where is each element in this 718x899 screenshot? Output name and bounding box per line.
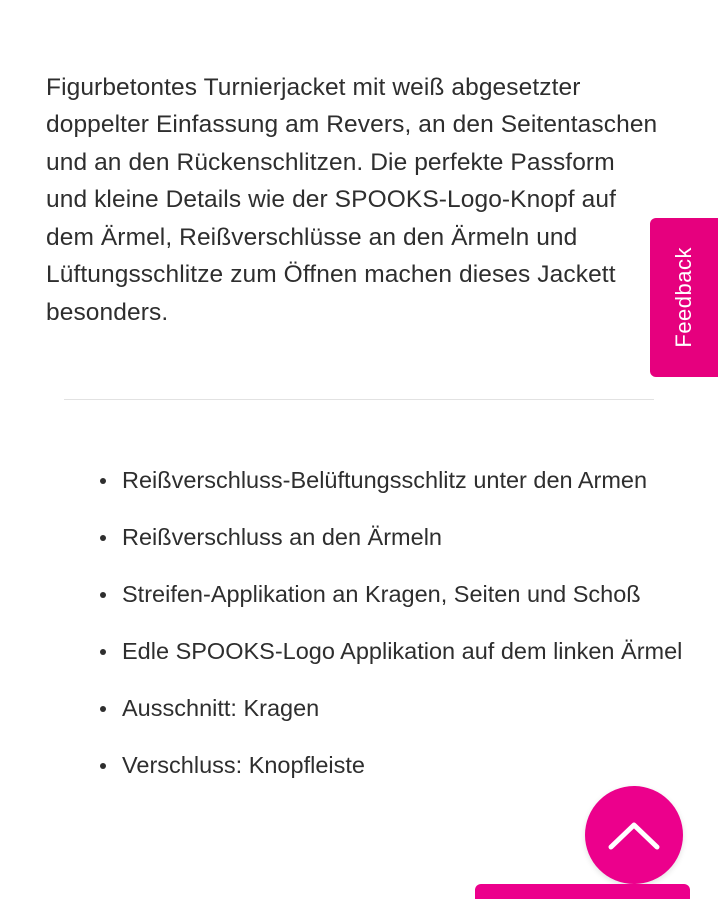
product-feature-list [66, 462, 700, 804]
scroll-to-top-button[interactable] [585, 786, 683, 884]
list-item [100, 519, 700, 556]
feature-label: Verschluss: Knopfleiste [122, 752, 365, 778]
feature-label: Ausschnitt: Kragen [122, 695, 320, 721]
list-item [100, 633, 700, 670]
feature-label: Edle SPOOKS-Logo Applikation auf dem linken Ärmel [122, 638, 683, 664]
feature-label: Streifen-Applikation an Kragen, Seiten und Schoß [122, 581, 641, 607]
section-divider [64, 399, 654, 400]
bottom-action-bar[interactable] [475, 884, 690, 899]
list-item [100, 576, 700, 613]
list-item [100, 462, 700, 499]
list-item [100, 690, 700, 727]
chevron-up-icon [608, 820, 660, 850]
product-description-text: Figurbetontes Turnierjacket mit weiß abgesetzter doppelter Einfassung am Revers, an den Seitentaschen und an den Rückenschlitzen. Die perfekte Passform und kleine Details wie der SPOOKS-Logo-Knopf auf dem Ärmel, Reißverschlüsse an den Ärmeln und Lüftungsschlitze zum Öffnen machen dieses Jackett besonders. [46, 73, 658, 326]
feature-label: Reißverschluss-Belüftungsschlitz unter den Armen [122, 467, 648, 493]
feedback-tab-button[interactable] [650, 218, 718, 377]
feedback-tab-label: Feedback [671, 247, 696, 348]
feature-label: Reißverschluss an den Ärmeln [122, 524, 442, 550]
list-item [100, 747, 700, 784]
